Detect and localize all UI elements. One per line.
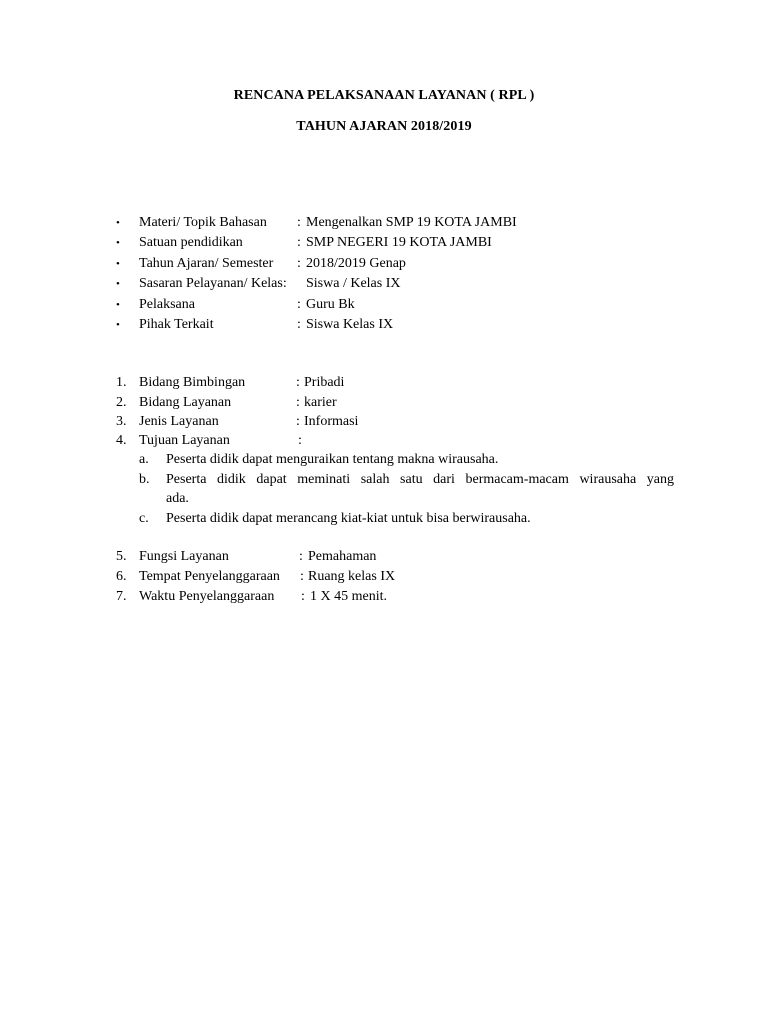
info-separator: : xyxy=(297,256,301,271)
item-separator: : xyxy=(298,433,302,448)
item-number: 1. xyxy=(116,375,127,390)
goal-text: Peserta didik dapat menguraikan tentang makna wirausaha. xyxy=(166,452,499,467)
info-label: Tahun Ajaran/ Semester xyxy=(139,256,274,271)
goal-text: Peserta didik dapat merancang kiat-kiat untuk bisa berwirausaha. xyxy=(166,511,531,526)
item-letter: b. xyxy=(139,472,150,487)
bullet-icon: • xyxy=(116,237,120,249)
item-label: Waktu Penyelanggaraan xyxy=(139,589,275,604)
info-separator: : xyxy=(297,215,301,230)
item-value: Pemahaman xyxy=(308,549,377,564)
info-value: 2018/2019 Genap xyxy=(306,256,406,271)
info-separator: : xyxy=(297,235,301,250)
info-separator: : xyxy=(297,317,301,332)
info-label: Pelaksana xyxy=(139,297,195,312)
bullet-icon: • xyxy=(116,258,120,270)
goal-text: Peserta didik dapat meminati salah satu dari bermacam-macam wirausaha yang xyxy=(166,472,674,487)
item-number: 3. xyxy=(116,414,127,429)
item-separator: : xyxy=(301,589,305,604)
goal-text: ada. xyxy=(166,491,189,506)
item-number: 2. xyxy=(116,395,127,410)
document-title: RENCANA PELAKSANAAN LAYANAN ( RPL ) xyxy=(233,88,535,103)
item-separator: : xyxy=(296,375,300,390)
info-label: Sasaran Pelayanan/ Kelas: xyxy=(139,276,287,291)
info-value: Guru Bk xyxy=(306,297,355,312)
info-label: Pihak Terkait xyxy=(139,317,214,332)
item-number: 7. xyxy=(116,589,127,604)
item-separator: : xyxy=(299,549,303,564)
info-label: Materi/ Topik Bahasan xyxy=(139,215,267,230)
info-value: Siswa Kelas IX xyxy=(306,317,394,332)
item-label: Bidang Layanan xyxy=(139,395,232,410)
bullet-icon: • xyxy=(116,299,120,311)
document-subtitle: TAHUN AJARAN 2018/2019 xyxy=(296,119,472,134)
bullet-icon: • xyxy=(116,319,120,331)
item-number: 4. xyxy=(116,433,127,448)
item-value: 1 X 45 menit. xyxy=(310,589,387,604)
item-label: Tujuan Layanan xyxy=(139,433,230,448)
item-number: 5. xyxy=(116,549,127,564)
bullet-icon: • xyxy=(116,278,120,290)
item-value: karier xyxy=(304,395,337,410)
item-separator: : xyxy=(296,395,300,410)
info-value: SMP NEGERI 19 KOTA JAMBI xyxy=(306,235,492,250)
bullet-icon: • xyxy=(116,217,120,229)
info-label: Satuan pendidikan xyxy=(139,235,243,250)
item-label: Tempat Penyelanggaraan xyxy=(139,569,280,584)
item-value: Informasi xyxy=(304,414,359,429)
item-separator: : xyxy=(300,569,304,584)
item-label: Bidang Bimbingan xyxy=(139,375,246,390)
item-number: 6. xyxy=(116,569,127,584)
item-label: Fungsi Layanan xyxy=(139,549,229,564)
info-separator: : xyxy=(297,297,301,312)
item-letter: a. xyxy=(139,452,149,467)
item-separator: : xyxy=(296,414,300,429)
item-label: Jenis Layanan xyxy=(139,414,219,429)
item-letter: c. xyxy=(139,511,149,526)
info-value: Mengenalkan SMP 19 KOTA JAMBI xyxy=(306,215,517,230)
info-value: Siswa / Kelas IX xyxy=(306,276,401,291)
item-value: Pribadi xyxy=(304,375,345,390)
item-value: Ruang kelas IX xyxy=(308,569,396,584)
